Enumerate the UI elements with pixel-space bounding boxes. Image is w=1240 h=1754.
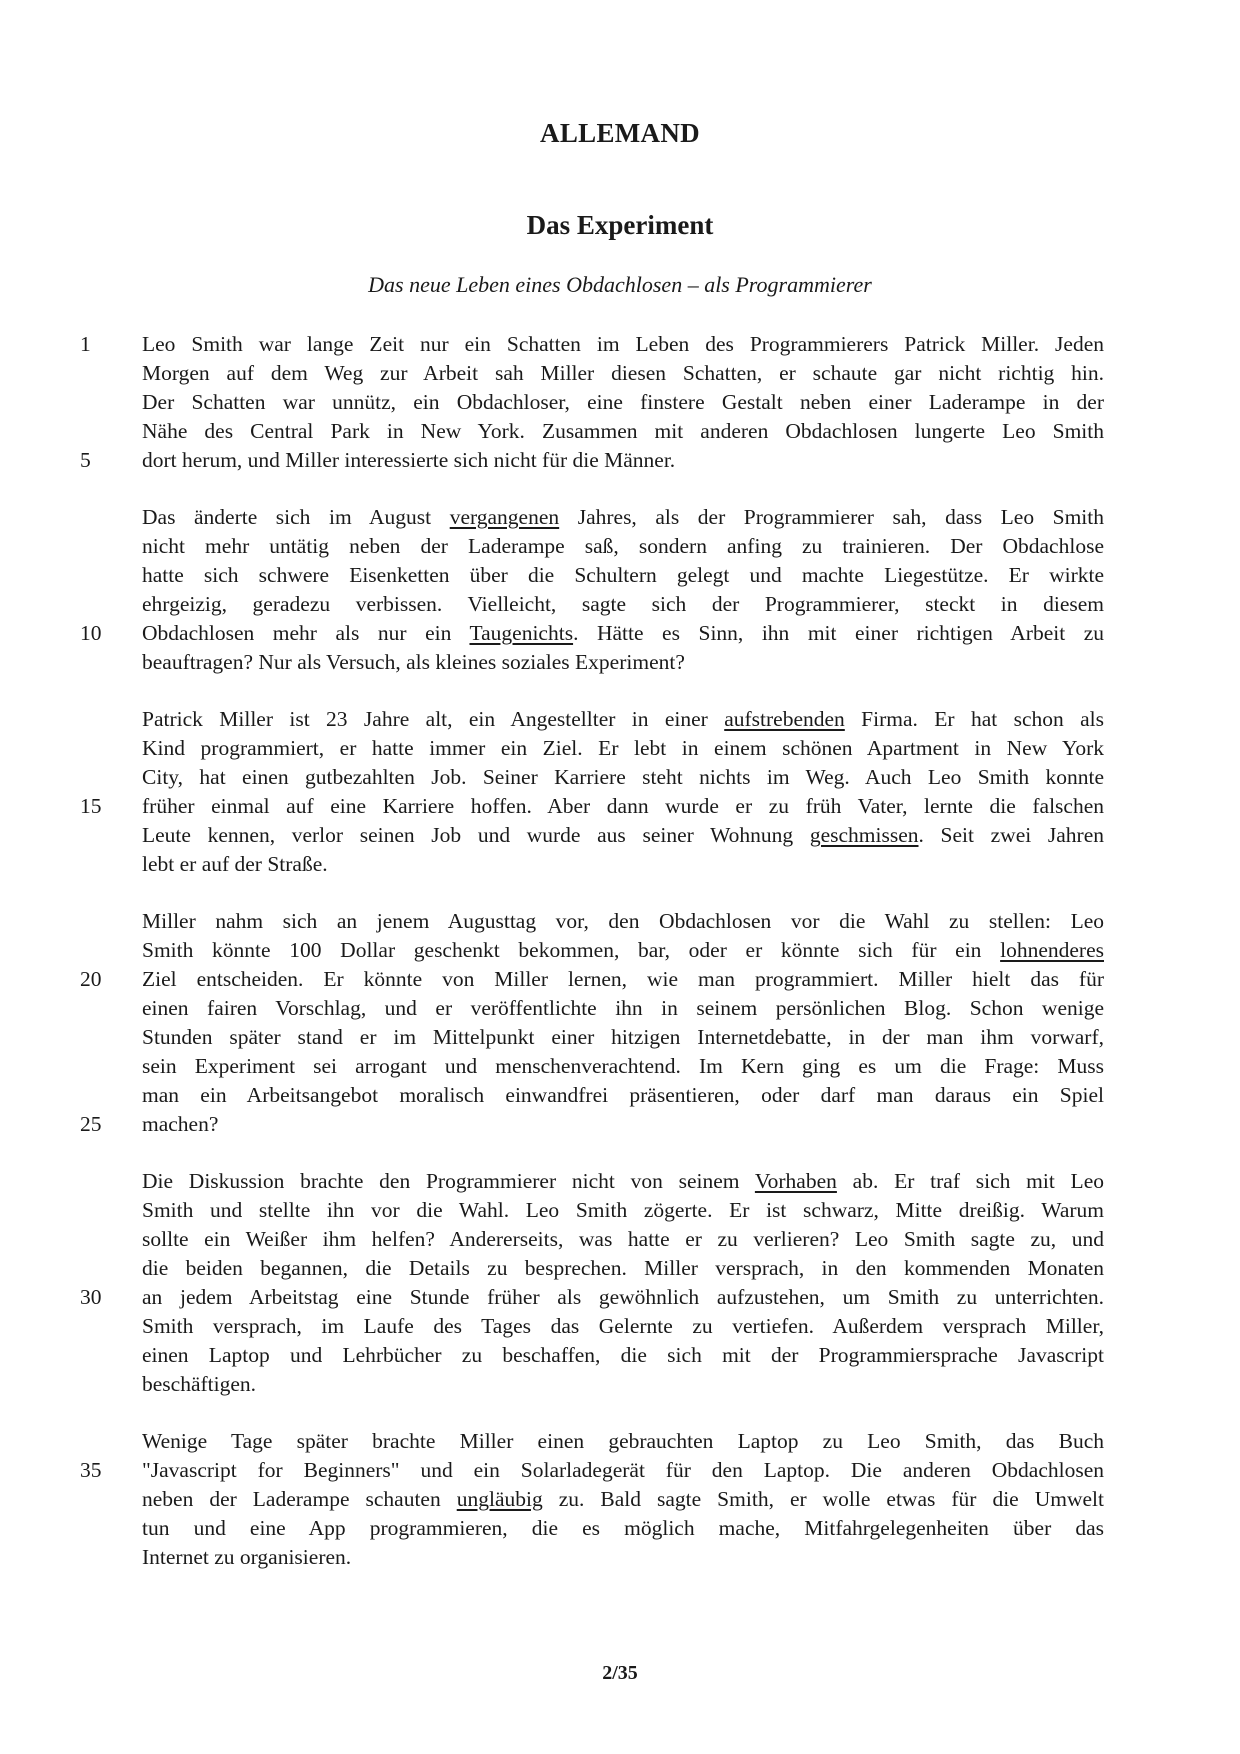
text-line: [142, 1427, 1104, 1456]
text-line: [80, 619, 1105, 648]
text-segment: Morgen auf dem Weg zur Arbeit sah Miller diesen Schatten, er schaute gar nicht richtig hin.: [142, 361, 1104, 385]
text-line: [142, 388, 1104, 417]
text-segment: Smith und stellte ihn vor die Wahl. Leo Smith zögerte. Er ist schwarz, Mitte dreißig. Warum: [142, 1198, 1104, 1222]
text-segment: Jahres, als der Programmierer sah, dass Leo Smith: [559, 505, 1104, 529]
text-segment: neben der Laderampe schauten: [142, 1487, 457, 1511]
text-line: [80, 330, 1104, 359]
paragraph: [80, 907, 1104, 1139]
text-segment: Nähe des Central Park in New York. Zusammen mit anderen Obdachlosen lungerte Leo Smith: [142, 419, 1104, 443]
text-segment: Miller nahm sich an jenem Augusttag vor, den Obdachlosen vor die Wahl zu stellen: Leo: [142, 909, 1104, 933]
text-segment: . Hätte es Sinn, ihn mit einer richtigen Arbeit zu: [573, 621, 1105, 645]
text-line: [142, 850, 1104, 879]
text-line: [142, 763, 1104, 792]
text-segment: City, hat einen gutbezahlten Job. Seiner Karriere steht nichts im Weg. Auch Leo Smith konnte: [142, 765, 1104, 789]
paragraph: [80, 503, 1105, 677]
text-segment: beauftragen? Nur als Versuch, als kleines soziales Experiment?: [142, 650, 685, 674]
text-line: [142, 1023, 1104, 1052]
text-segment: Kind programmiert, er hatte immer ein Ziel. Er lebt in einem schönen Apartment in New York: [142, 736, 1104, 760]
underlined-vocabulary-word: Taugenichts: [469, 621, 574, 645]
line-number: 15: [80, 794, 102, 818]
text-segment: Patrick Miller ist 23 Jahre alt, ein Angestellter in einer: [142, 707, 725, 731]
line-number: 1: [80, 332, 91, 356]
paragraph: [80, 330, 1104, 475]
text-line: [142, 1052, 1104, 1081]
text-segment: lebt er auf der Straße.: [142, 852, 328, 876]
underlined-vocabulary-word: vergangenen: [449, 505, 560, 529]
text-line: [80, 1110, 1104, 1139]
text-segment: Smith könnte 100 Dollar geschenkt bekommen, bar, oder er könnte sich für ein: [142, 938, 1001, 962]
paragraph: [80, 1427, 1104, 1572]
text-segment: zu. Bald sagte Smith, er wolle etwas für die Umwelt: [542, 1487, 1104, 1511]
text-segment: Leute kennen, verlor seinen Job und wurde aus seiner Wohnung: [142, 823, 810, 847]
text-line: [142, 1341, 1104, 1370]
line-number: 30: [80, 1285, 102, 1309]
text-segment: man ein Arbeitsangebot moralisch einwandfrei präsentieren, oder darf man daraus ein Spiel: [142, 1083, 1104, 1107]
text-line: [142, 1543, 1104, 1572]
text-segment: machen?: [142, 1112, 219, 1136]
text-line: [142, 1514, 1104, 1543]
text-line: [142, 417, 1104, 446]
text-line: [142, 532, 1104, 561]
text-segment: die beiden begannen, die Details zu besprechen. Miller versprach, in den kommenden Monaten: [142, 1256, 1104, 1280]
text-segment: an jedem Arbeitstag eine Stunde früher als gewöhnlich aufzustehen, um Smith zu unterrichten.: [142, 1285, 1104, 1309]
text-segment: Stunden später stand er im Mittelpunkt einer hitzigen Internetdebatte, in der man ihm vorwarf,: [142, 1025, 1104, 1049]
text-line: [142, 1254, 1104, 1283]
text-segment: Firma. Er hat schon als: [844, 707, 1104, 731]
underlined-vocabulary-word: lohnenderes: [1000, 938, 1104, 962]
text-segment: nicht mehr untätig neben der Laderampe saß, sondern anfing zu trainieren. Der Obdachlose: [142, 534, 1104, 558]
text-segment: "Javascript for Beginners" und ein Solarladegerät für den Laptop. Die anderen Obdachlosen: [142, 1458, 1104, 1482]
text-segment: Ziel entscheiden. Er könnte von Miller lernen, wie man programmiert. Miller hielt das für: [142, 967, 1104, 991]
line-number: 35: [80, 1458, 102, 1482]
text-segment: Obdachlosen mehr als nur ein: [142, 621, 470, 645]
text-segment: Wenige Tage später brachte Miller einen gebrauchten Laptop zu Leo Smith, das Buch: [142, 1429, 1104, 1453]
line-number: 10: [80, 621, 102, 645]
article-body: [80, 330, 1105, 1600]
text-line: [142, 1225, 1104, 1254]
text-line: [142, 561, 1104, 590]
text-segment: beschäftigen.: [142, 1372, 257, 1396]
line-number: 20: [80, 967, 102, 991]
text-line: [142, 648, 1104, 677]
text-segment: dort herum, und Miller interessierte sich nicht für die Männer.: [142, 448, 676, 472]
text-segment: Der Schatten war unnütz, ein Obdachloser, eine finstere Gestalt neben einer Laderampe in der: [142, 390, 1104, 414]
text-segment: ehrgeizig, geradezu verbissen. Vielleicht, sagte sich der Programmierer, steckt in diesem: [142, 592, 1104, 616]
text-line: [142, 1312, 1104, 1341]
text-segment: tun und eine App programmieren, die es möglich mache, Mitfahrgelegenheiten über das: [142, 1516, 1104, 1540]
text-segment: Das änderte sich im August: [142, 505, 450, 529]
text-segment: Internet zu organisieren.: [142, 1545, 352, 1569]
text-line: [142, 1485, 1104, 1514]
text-line: [142, 1370, 1104, 1399]
text-line: [80, 792, 1104, 821]
text-line: [142, 734, 1104, 763]
text-line: [142, 821, 1104, 850]
underlined-vocabulary-word: Vorhaben: [754, 1169, 837, 1193]
line-number: 5: [80, 448, 91, 472]
paragraph: [80, 705, 1105, 879]
text-segment: ab. Er traf sich mit Leo: [836, 1169, 1104, 1193]
text-line: [142, 994, 1104, 1023]
article-title: Das Experiment: [526, 210, 714, 240]
text-line: [80, 1283, 1104, 1312]
text-line: [142, 1196, 1104, 1225]
underlined-vocabulary-word: ungläubig: [456, 1487, 543, 1511]
text-line: [80, 446, 1104, 475]
text-segment: Leo Smith war lange Zeit nur ein Schatten im Leben des Programmierers Patrick Miller. Jeden: [142, 332, 1104, 356]
text-line: [142, 503, 1104, 532]
page-number: 2/35: [602, 1662, 638, 1684]
text-segment: sein Experiment sei arrogant und menschenverachtend. Im Kern ging es um die Frage: Muss: [142, 1054, 1104, 1078]
text-line: [142, 1081, 1104, 1110]
text-segment: sollte ein Weißer ihm helfen? Andererseits, was hatte er zu verlieren? Leo Smith sagte zu, und: [142, 1227, 1104, 1251]
text-line: [142, 705, 1104, 734]
text-line: [142, 907, 1104, 936]
text-segment: Die Diskussion brachte den Programmierer nicht von seinem: [142, 1169, 755, 1193]
text-segment: hatte sich schwere Eisenketten über die Schultern gelegt und machte Liegestütze. Er wirkte: [142, 563, 1104, 587]
article-subtitle: Das neue Leben eines Obdachlosen – als Programmierer: [368, 272, 872, 297]
text-segment: einen fairen Vorschlag, und er veröffentlichte ihn in seinem persönlichen Blog. Schon wenige: [142, 996, 1104, 1020]
paragraph: [80, 1167, 1104, 1399]
text-line: [80, 965, 1104, 994]
text-segment: Smith versprach, im Laufe des Tages das Gelernte zu vertiefen. Außerdem versprach Miller,: [142, 1314, 1104, 1338]
underlined-vocabulary-word: geschmissen: [809, 823, 919, 847]
underlined-vocabulary-word: aufstrebenden: [724, 707, 845, 731]
text-segment: . Seit zwei Jahren: [918, 823, 1105, 847]
text-line: [142, 936, 1104, 965]
subject-heading: ALLEMAND: [540, 118, 700, 148]
text-line: [80, 1456, 1104, 1485]
text-line: [142, 359, 1104, 388]
text-line: [142, 590, 1104, 619]
text-line: [142, 1167, 1104, 1196]
line-number: 25: [80, 1112, 102, 1136]
text-segment: einen Laptop und Lehrbücher zu beschaffen, die sich mit der Programmiersprache Javascript: [142, 1343, 1104, 1367]
text-segment: früher einmal auf eine Karriere hoffen. Aber dann wurde er zu früh Vater, lernte die falschen: [142, 794, 1104, 818]
